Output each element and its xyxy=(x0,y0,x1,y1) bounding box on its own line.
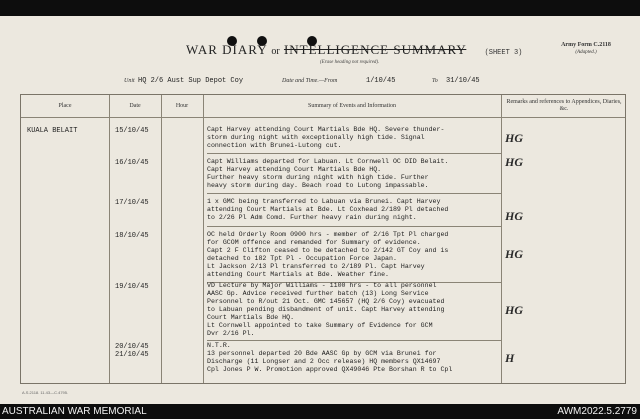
entry-summary xyxy=(207,342,499,382)
form-title xyxy=(186,42,522,58)
entry-date: 17/10/45 xyxy=(115,199,149,207)
summary-line: Capt 2 F Clifton ceased to be detached to 2/142 GT Coy and is xyxy=(207,247,449,254)
entry-summary xyxy=(207,231,499,281)
entry-date: 16/10/45 xyxy=(115,159,149,167)
summary-line: connection with Brunei-Lutong cut. xyxy=(207,142,342,149)
date-to-label: To xyxy=(432,78,438,84)
column-rule xyxy=(501,95,502,383)
officer-initials: HG xyxy=(505,303,523,317)
title-struck: INTELLIGENCE SUMMARY xyxy=(283,42,467,57)
entry-summary xyxy=(207,198,499,224)
entry-rule xyxy=(207,226,501,227)
unit-field xyxy=(124,77,244,85)
summary-line: Further heavy storm during night with high tide. Further xyxy=(207,174,429,181)
header-rule xyxy=(21,117,625,118)
officer-initials: HG xyxy=(505,155,523,169)
entry-date: 18/10/45 xyxy=(115,232,149,240)
summary-line: 1 x GMC being transferred to Labuan via Brunei. Capt Harvey xyxy=(207,198,441,205)
archive-footer xyxy=(0,404,640,419)
unit-value: HQ 2/6 Aust Sup Depot Coy xyxy=(138,77,244,85)
officer-initials: HG xyxy=(505,131,523,145)
archive-name: AUSTRALIAN WAR MEMORIAL xyxy=(2,406,147,417)
date-from-value: 1/10/45 xyxy=(366,77,396,85)
officer-initials: HG xyxy=(505,209,523,223)
form-identifier xyxy=(546,42,626,56)
entry-rule xyxy=(207,153,501,154)
printer-mark: A.S.2118. 11.43—C.4795. xyxy=(22,390,69,395)
column-header-place: Place xyxy=(58,102,72,109)
entry-date-secondary: 21/10/45 xyxy=(115,351,149,359)
summary-line: 13 personnel departed 20 Bde AASC Gp by GCM via Brunei for xyxy=(207,350,437,357)
date-to-value: 31/10/45 xyxy=(446,77,480,85)
entry-date: 19/10/45 xyxy=(115,283,149,291)
summary-line: attending Court Martials at Bde. Weather fine. xyxy=(207,271,390,278)
summary-line: Personnel to R/out 21 Oct. GMC 145657 (HQ 2/6 Coy) evacuated xyxy=(207,298,445,305)
title-or: or xyxy=(271,46,280,57)
form-subtitle: (Erase heading not required). xyxy=(320,60,380,65)
summary-line: OC held Orderly Room 0900 hrs - member of 2/16 Tpt Pl charged xyxy=(207,231,449,238)
summary-line: heavy storm during day. Beach road to Lutong impassable. xyxy=(207,182,429,189)
entry-date: 20/10/45 xyxy=(115,343,149,351)
diary-sheet xyxy=(0,16,640,404)
summary-line: for GCOM offence and remanded for Summary of evidence. xyxy=(207,239,421,246)
entry-rule xyxy=(207,340,501,341)
entry-summary xyxy=(207,282,499,340)
date-from-label: Date and Time.—From xyxy=(282,78,338,84)
sheet-number: (SHEET 3) xyxy=(484,49,523,57)
entry-rule xyxy=(207,193,501,194)
summary-line: attending Court Martials at Bde. Lt Coxhead 2/189 Pl detached xyxy=(207,206,449,213)
summary-line: detached to 182 Tpt Pl - Occupation Force Japan. xyxy=(207,255,397,262)
summary-line: AASC Gp. Advice received further batch (13) Long Service xyxy=(207,290,429,297)
summary-line: to 2/26 Pl Adm Comd. Further heavy rain during night. xyxy=(207,214,417,221)
entry-date: 15/10/45 xyxy=(115,127,149,135)
summary-line: Lt Cornwell appointed to take Summary of Evidence for GCM xyxy=(207,322,433,329)
entry-summary xyxy=(207,126,499,152)
summary-line: Capt Harvey attending Court Martials Bde HQ. xyxy=(207,166,382,173)
title-prefix: WAR DIARY xyxy=(186,42,268,57)
summary-line: Court Martials Bde HQ. xyxy=(207,314,295,321)
form-note: (Adapted.) xyxy=(575,50,597,55)
summary-line: N.T.R. xyxy=(207,342,231,349)
officer-initials: H xyxy=(505,351,515,365)
date-from-field xyxy=(282,77,396,85)
date-to-field xyxy=(432,77,480,85)
summary-line: Capt Harvey attending Court Martials Bde HQ. Severe thunder- xyxy=(207,126,445,133)
officer-initials: HG xyxy=(505,247,523,261)
column-rule xyxy=(203,95,204,383)
diary-table xyxy=(20,94,626,384)
summary-line: Dvr 2/16 Pl. xyxy=(207,330,255,337)
place-value: KUALA BELAIT xyxy=(27,127,78,135)
column-header-summary: Summary of Events and Information xyxy=(308,102,396,109)
column-rule xyxy=(109,95,110,383)
column-header-remarks: Remarks and references to Appendices, Diaries, &c. xyxy=(506,99,622,112)
unit-label: Unit xyxy=(124,78,135,84)
summary-line: Cpl Jones P W. Promotion approved QX49046 Pte Borshan R to Cpl xyxy=(207,366,453,373)
column-rule xyxy=(161,95,162,383)
column-header-hour: Hour xyxy=(175,102,189,109)
summary-line: Discharge (11 Longser and 2 Occ release) HQ members QX14697 xyxy=(207,358,441,365)
summary-line: Lt Jackson 2/13 Pl transferred to 2/189 Pl. Capt Harvey xyxy=(207,263,425,270)
summary-line: VD Lecture by Major Williams - 1100 hrs - to all personnel xyxy=(207,282,437,289)
form-id-text: Army Form C.2118 xyxy=(561,42,611,48)
column-header-date: Date xyxy=(129,102,141,109)
summary-line: Capt Williams departed for Labuan. Lt Cornwell OC DID Belait. xyxy=(207,158,449,165)
archive-reference: AWM2022.5.2779 xyxy=(557,406,637,417)
summary-line: to Labuan pending disbandment of unit. Capt Harvey attending xyxy=(207,306,445,313)
summary-line: storm during night with exceptionally high tide. Signal xyxy=(207,134,425,141)
entry-summary xyxy=(207,158,499,192)
